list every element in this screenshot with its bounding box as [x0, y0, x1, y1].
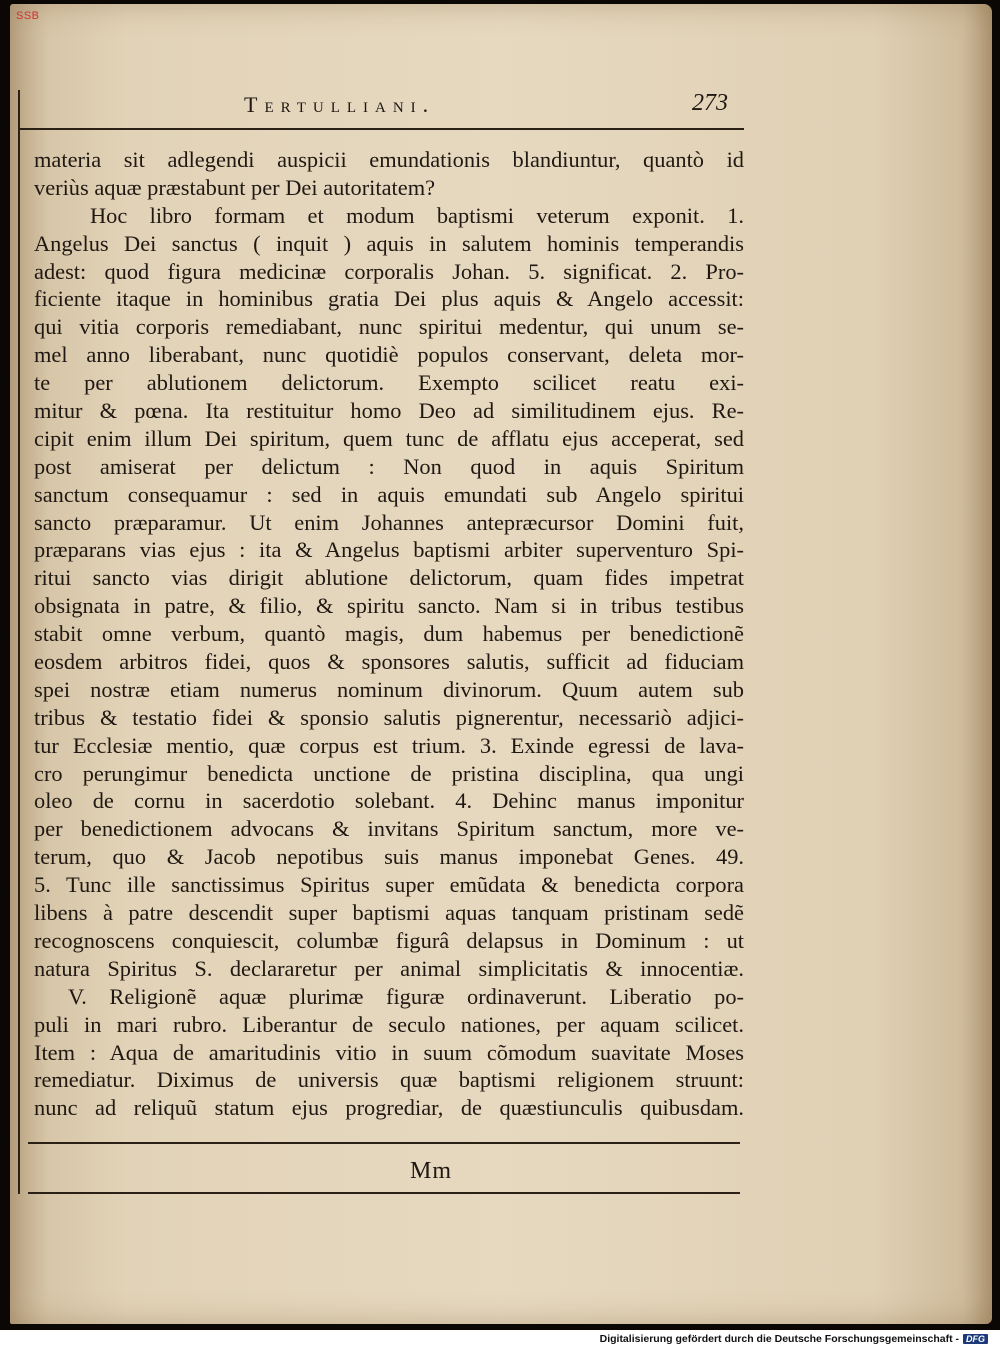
text-line: tur Ecclesiæ mentio, quæ corpus est trium. 3. Exinde egressi de lava- [34, 732, 744, 758]
running-head [32, 92, 992, 122]
text-line: puli in mari rubro. Liberantur de seculo nationes, per aquam scilicet. [34, 1011, 744, 1037]
text-line: te per ablutionem delictorum. Exempto scilicet reatu exi- [34, 370, 744, 396]
signature-mark: Mm [410, 1158, 453, 1184]
header-rule [18, 128, 744, 130]
text-line: sanctum consequamur : sed in aquis emundati sub Angelo spiritui [34, 481, 744, 507]
text-line: ficiente itaque in hominibus gratia Dei plus aquis & Angelo accessit: [34, 286, 744, 312]
text-line: V. Religionẽ aquæ plurimæ figuræ ordinaverunt. Liberatio po- [68, 983, 744, 1009]
page-number: 273 [692, 90, 728, 116]
footer-rule-top [28, 1142, 740, 1144]
text-line: Item : Aqua de amaritudinis vitio in suum cõmodum suavitate Moses [34, 1039, 744, 1065]
text-line: mitur & pœna. Ita restituitur homo Deo ad similitudinem ejus. Re- [34, 398, 744, 424]
text-line: terum, quo & Jacob nepotibus suis manus imponebat Genes. 49. [34, 844, 744, 870]
credit-text: Digitalisierung gefördert durch die Deutsche Forschungsgemeinschaft - [599, 1333, 959, 1345]
text-line: sancto præparamur. Ut enim Johannes antepræcursor Domini fuit, [34, 509, 744, 535]
text-line: præparans vias ejus : ita & Angelus baptismi arbiter superventuro Spi- [34, 537, 744, 563]
text-line: cro perungimur benedicta unctione de pristina disciplina, qua ungi [34, 760, 744, 786]
text-line: Angelus Dei sanctus ( inquit ) aquis in salutem hominis temperandis [34, 230, 744, 256]
text-line: adest: quod figura medicinæ corporalis Johan. 5. significat. 2. Pro- [34, 258, 744, 284]
body-text [34, 146, 744, 1122]
text-line: stabit omne verbum, quantò magis, dum habemus per benedictionẽ [34, 621, 744, 647]
text-line: Hoc libro formam et modum baptismi veterum exponit. 1. [90, 202, 744, 228]
text-line: per benedictionem advocans & invitans Spiritum sanctum, more ve- [34, 816, 744, 842]
text-line: mel anno liberabant, nunc quotidiè populos conservant, deleta mor- [34, 342, 744, 368]
running-title: Tertulliani. [244, 92, 436, 117]
text-line: eosdem arbitros fidei, quos & sponsores salutis, sufficit ad fiduciam [34, 649, 744, 675]
text-line: oleo de cornu in sacerdotio solebant. 4. Dehinc manus imponitur [34, 788, 744, 814]
text-line: obsignata in patre, & filio, & spiritu sancto. Nam si in tribus testibus [34, 593, 744, 619]
text-line: natura Spiritus S. declararetur per animal simplicitatis & innocentiæ. [34, 955, 744, 981]
text-line: tribus & testatio fidei & sponsio salutis pignerentur, necessariò adjici- [34, 704, 744, 730]
text-line: 5. Tunc ille sanctissimus Spiritus super emũdata & benedicta corpora [34, 872, 744, 898]
text-line: nunc ad reliquũ statum ejus progrediar, de quæstiunculis quibusdam. [34, 1095, 744, 1121]
text-line: recognoscens conquiescit, columbæ figurâ delapsus in Dominum : ut [34, 927, 744, 953]
text-line: cipit enim illum Dei spiritum, quem tunc de afflatu ejus acceperat, sed [34, 425, 744, 451]
text-line: spei nostræ etiam numerus nominum divinorum. Quum autem sub [34, 676, 744, 702]
footer-rule-bottom [28, 1192, 740, 1194]
text-line: materia sit adlegendi auspicii emundationis blandiuntur, quantò id [34, 147, 744, 172]
digitization-credit [600, 1333, 988, 1345]
text-line: ritui sancto vias dirigit ablutione delictorum, quam fides impetrat [34, 565, 744, 591]
text-line: qui vitia corporis remediabant, nunc spiritui medentur, qui unum se- [34, 314, 744, 340]
text-line: veriùs aquæ præstabunt per Dei autoritatem? [34, 174, 436, 200]
left-border-rule [18, 90, 20, 1194]
text-line: post amiserat per delictum : Non quod in aquis Spiritum [34, 453, 744, 479]
library-stamp: SSB [16, 10, 40, 22]
dfg-logo-icon: DFG [963, 1334, 988, 1344]
text-line: remediatur. Diximus de universis quæ baptismi religionem struunt: [34, 1067, 744, 1093]
text-line: libens à patre descendit super baptismi aquas tanquam pristinam sedẽ [34, 900, 744, 926]
book-page [10, 4, 992, 1324]
